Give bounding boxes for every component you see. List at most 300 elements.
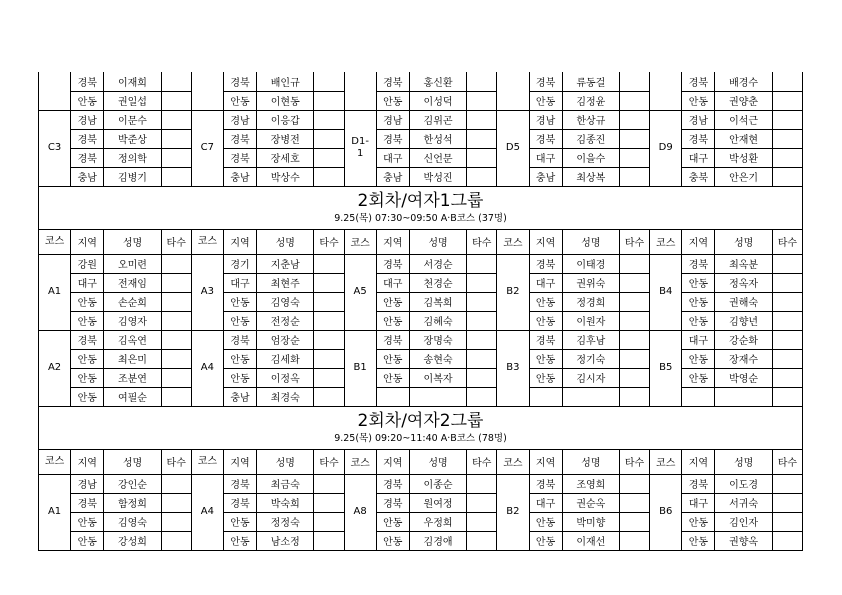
table-row xyxy=(39,110,803,129)
course-cell: B2 xyxy=(497,254,529,330)
strokes-cell xyxy=(467,531,497,550)
strokes-cell xyxy=(161,167,191,186)
strokes-cell xyxy=(161,91,191,110)
name-cell: 이문수 xyxy=(104,110,161,129)
name-cell: 최상복 xyxy=(562,167,619,186)
course-cell xyxy=(191,72,223,110)
header-region: 지역 xyxy=(529,449,562,474)
course-cell: A1 xyxy=(39,474,71,550)
region-cell: 충남 xyxy=(223,387,256,406)
region-cell: 경북 xyxy=(682,474,715,493)
strokes-cell xyxy=(161,273,191,292)
name-cell: 송현숙 xyxy=(409,349,466,368)
strokes-cell xyxy=(619,493,649,512)
table-row xyxy=(39,129,803,148)
strokes-cell xyxy=(314,493,344,512)
name-cell: 남소정 xyxy=(257,531,314,550)
region-cell: 대구 xyxy=(376,273,409,292)
section-heading xyxy=(38,407,803,450)
course-cell xyxy=(497,72,529,110)
name-cell: 최현주 xyxy=(257,273,314,292)
strokes-cell xyxy=(467,512,497,531)
course-cell xyxy=(650,72,682,110)
table-row xyxy=(39,167,803,186)
name-cell: 최경숙 xyxy=(257,387,314,406)
header-name: 성명 xyxy=(409,229,466,254)
region-cell: 안동 xyxy=(223,311,256,330)
region-cell: 안동 xyxy=(71,349,104,368)
strokes-cell xyxy=(772,273,802,292)
header-name: 성명 xyxy=(715,229,772,254)
header-course: 코스 xyxy=(191,229,223,254)
region-cell: 경북 xyxy=(71,148,104,167)
name-cell: 김정윤 xyxy=(562,91,619,110)
strokes-cell xyxy=(314,148,344,167)
region-cell: 대구 xyxy=(529,273,562,292)
strokes-cell xyxy=(619,129,649,148)
section-subtitle: 9.25(목) 09:20~11:40 A·B코스 (78명) xyxy=(334,432,507,444)
region-cell: 경남 xyxy=(223,110,256,129)
name-cell xyxy=(409,387,466,406)
name-cell: 이도경 xyxy=(715,474,772,493)
table-row xyxy=(39,349,803,368)
region-cell: 경북 xyxy=(376,330,409,349)
course-cell: B4 xyxy=(650,254,682,330)
region-cell: 경북 xyxy=(529,72,562,91)
strokes-cell xyxy=(467,254,497,273)
region-cell: 경남 xyxy=(376,110,409,129)
name-cell: 최옥분 xyxy=(715,254,772,273)
region-cell: 안동 xyxy=(529,512,562,531)
strokes-cell xyxy=(161,110,191,129)
table-row xyxy=(39,493,803,512)
region-cell: 경북 xyxy=(376,72,409,91)
name-cell: 박영순 xyxy=(715,368,772,387)
name-cell: 전정순 xyxy=(257,311,314,330)
pairing-table xyxy=(38,229,803,407)
header-region: 지역 xyxy=(682,229,715,254)
name-cell: 이석근 xyxy=(715,110,772,129)
region-cell: 경기 xyxy=(223,254,256,273)
name-cell: 손순희 xyxy=(104,292,161,311)
region-cell: 경북 xyxy=(71,72,104,91)
header-name: 성명 xyxy=(257,449,314,474)
name-cell: 신언문 xyxy=(409,148,466,167)
strokes-cell xyxy=(619,531,649,550)
name-cell: 김병기 xyxy=(104,167,161,186)
header-strokes: 타수 xyxy=(161,449,191,474)
name-cell: 권위숙 xyxy=(562,273,619,292)
strokes-cell xyxy=(467,129,497,148)
name-cell: 박숙희 xyxy=(257,493,314,512)
name-cell: 장재수 xyxy=(715,349,772,368)
region-cell: 안동 xyxy=(529,292,562,311)
name-cell: 최금숙 xyxy=(257,474,314,493)
strokes-cell xyxy=(161,311,191,330)
name-cell: 김후남 xyxy=(562,330,619,349)
name-cell: 박미향 xyxy=(562,512,619,531)
strokes-cell xyxy=(772,254,802,273)
strokes-cell xyxy=(772,349,802,368)
region-cell: 안동 xyxy=(71,512,104,531)
region-cell: 충북 xyxy=(682,167,715,186)
region-cell: 경북 xyxy=(223,72,256,91)
course-cell: A1 xyxy=(39,254,71,330)
name-cell: 권해숙 xyxy=(715,292,772,311)
table-row xyxy=(39,72,803,91)
header-course: 코스 xyxy=(39,229,71,254)
strokes-cell xyxy=(619,167,649,186)
strokes-cell xyxy=(314,91,344,110)
region-cell: 경북 xyxy=(682,254,715,273)
strokes-cell xyxy=(619,474,649,493)
region-cell: 안동 xyxy=(682,512,715,531)
name-cell: 함정희 xyxy=(104,493,161,512)
region-cell: 안동 xyxy=(682,91,715,110)
region-cell: 안동 xyxy=(682,531,715,550)
course-cell: B1 xyxy=(344,330,376,406)
header-strokes: 타수 xyxy=(619,229,649,254)
strokes-cell xyxy=(772,110,802,129)
region-cell: 안동 xyxy=(682,292,715,311)
course-cell: B6 xyxy=(650,474,682,550)
region-cell: 경북 xyxy=(529,254,562,273)
name-cell: 류동걸 xyxy=(562,72,619,91)
name-cell: 권일섭 xyxy=(104,91,161,110)
header-strokes: 타수 xyxy=(314,229,344,254)
name-cell xyxy=(562,387,619,406)
name-cell: 조분연 xyxy=(104,368,161,387)
header-strokes: 타수 xyxy=(467,229,497,254)
strokes-cell xyxy=(467,72,497,91)
header-course: 코스 xyxy=(191,449,223,474)
strokes-cell xyxy=(161,512,191,531)
strokes-cell xyxy=(161,254,191,273)
name-cell: 박상수 xyxy=(257,167,314,186)
region-cell: 안동 xyxy=(376,368,409,387)
name-cell: 장세호 xyxy=(257,148,314,167)
name-cell: 정경희 xyxy=(562,292,619,311)
strokes-cell xyxy=(161,531,191,550)
name-cell: 김인자 xyxy=(715,512,772,531)
name-cell: 권양춘 xyxy=(715,91,772,110)
region-cell xyxy=(529,387,562,406)
region-cell: 안동 xyxy=(529,368,562,387)
strokes-cell xyxy=(161,72,191,91)
region-cell: 안동 xyxy=(71,292,104,311)
strokes-cell xyxy=(772,330,802,349)
course-cell xyxy=(39,72,71,110)
name-cell: 이응갑 xyxy=(257,110,314,129)
table-row xyxy=(39,91,803,110)
strokes-cell xyxy=(161,292,191,311)
region-cell: 안동 xyxy=(682,273,715,292)
name-cell: 김향년 xyxy=(715,311,772,330)
name-cell: 여필순 xyxy=(104,387,161,406)
strokes-cell xyxy=(314,368,344,387)
region-cell: 경북 xyxy=(71,330,104,349)
header-strokes: 타수 xyxy=(619,449,649,474)
pairing-table xyxy=(38,449,803,551)
strokes-cell xyxy=(161,387,191,406)
name-cell: 정정숙 xyxy=(257,512,314,531)
region-cell: 강원 xyxy=(71,254,104,273)
name-cell: 박성진 xyxy=(409,167,466,186)
strokes-cell xyxy=(161,330,191,349)
region-cell: 충남 xyxy=(376,167,409,186)
name-cell: 배인규 xyxy=(257,72,314,91)
name-cell: 정옥자 xyxy=(715,273,772,292)
strokes-cell xyxy=(314,129,344,148)
section-heading xyxy=(38,187,803,230)
course-cell: A8 xyxy=(344,474,376,550)
header-strokes: 타수 xyxy=(467,449,497,474)
strokes-cell xyxy=(772,91,802,110)
region-cell: 경남 xyxy=(71,474,104,493)
table-row xyxy=(39,148,803,167)
strokes-cell xyxy=(161,368,191,387)
region-cell: 안동 xyxy=(223,91,256,110)
name-cell: 김영자 xyxy=(104,311,161,330)
region-cell: 경남 xyxy=(71,110,104,129)
name-cell xyxy=(715,387,772,406)
course-cell xyxy=(344,72,376,110)
strokes-cell xyxy=(314,512,344,531)
strokes-cell xyxy=(619,349,649,368)
region-cell: 경북 xyxy=(529,330,562,349)
strokes-cell xyxy=(467,311,497,330)
strokes-cell xyxy=(619,387,649,406)
name-cell: 정의학 xyxy=(104,148,161,167)
region-cell: 경북 xyxy=(376,493,409,512)
strokes-cell xyxy=(467,167,497,186)
pairing-document xyxy=(38,72,803,551)
region-cell: 안동 xyxy=(682,349,715,368)
name-cell: 안은기 xyxy=(715,167,772,186)
region-cell: 안동 xyxy=(376,292,409,311)
name-cell: 전재임 xyxy=(104,273,161,292)
name-cell: 김영숙 xyxy=(257,292,314,311)
header-row xyxy=(39,229,803,254)
table-row xyxy=(39,254,803,273)
name-cell: 이복자 xyxy=(409,368,466,387)
name-cell: 우정희 xyxy=(409,512,466,531)
strokes-cell xyxy=(314,254,344,273)
name-cell: 이을수 xyxy=(562,148,619,167)
name-cell: 강순화 xyxy=(715,330,772,349)
name-cell: 지춘남 xyxy=(257,254,314,273)
name-cell: 배경수 xyxy=(715,72,772,91)
strokes-cell xyxy=(161,129,191,148)
region-cell: 대구 xyxy=(682,148,715,167)
table-row xyxy=(39,292,803,311)
region-cell: 경북 xyxy=(376,474,409,493)
strokes-cell xyxy=(772,493,802,512)
region-cell: 안동 xyxy=(223,512,256,531)
region-cell: 경남 xyxy=(682,110,715,129)
header-name: 성명 xyxy=(715,449,772,474)
header-name: 성명 xyxy=(562,229,619,254)
strokes-cell xyxy=(772,368,802,387)
header-region: 지역 xyxy=(71,229,104,254)
region-cell: 경북 xyxy=(223,493,256,512)
header-name: 성명 xyxy=(562,449,619,474)
region-cell: 경북 xyxy=(529,474,562,493)
name-cell: 서경순 xyxy=(409,254,466,273)
strokes-cell xyxy=(619,91,649,110)
strokes-cell xyxy=(314,349,344,368)
course-cell: A2 xyxy=(39,330,71,406)
region-cell: 경북 xyxy=(223,129,256,148)
course-cell: B3 xyxy=(497,330,529,406)
region-cell: 안동 xyxy=(682,368,715,387)
region-cell: 대구 xyxy=(682,493,715,512)
name-cell: 권순옥 xyxy=(562,493,619,512)
region-cell: 안동 xyxy=(71,311,104,330)
header-course: 코스 xyxy=(650,449,682,474)
strokes-cell xyxy=(314,311,344,330)
name-cell: 이종순 xyxy=(409,474,466,493)
strokes-cell xyxy=(772,148,802,167)
table-row xyxy=(39,330,803,349)
region-cell: 충남 xyxy=(529,167,562,186)
strokes-cell xyxy=(314,110,344,129)
course-cell: D1-1 xyxy=(344,110,376,186)
region-cell: 안동 xyxy=(529,349,562,368)
course-cell: A4 xyxy=(191,330,223,406)
header-strokes: 타수 xyxy=(161,229,191,254)
strokes-cell xyxy=(467,91,497,110)
strokes-cell xyxy=(314,292,344,311)
table-row xyxy=(39,512,803,531)
strokes-cell xyxy=(467,110,497,129)
region-cell xyxy=(376,387,409,406)
region-cell: 경북 xyxy=(529,129,562,148)
name-cell: 장병전 xyxy=(257,129,314,148)
name-cell: 강인순 xyxy=(104,474,161,493)
strokes-cell xyxy=(619,273,649,292)
region-cell: 안동 xyxy=(529,531,562,550)
strokes-cell xyxy=(772,474,802,493)
course-cell: A5 xyxy=(344,254,376,330)
strokes-cell xyxy=(619,148,649,167)
strokes-cell xyxy=(619,368,649,387)
region-cell: 경북 xyxy=(71,129,104,148)
region-cell: 경남 xyxy=(529,110,562,129)
name-cell: 이재희 xyxy=(104,72,161,91)
course-cell: A3 xyxy=(191,254,223,330)
name-cell: 장명숙 xyxy=(409,330,466,349)
name-cell: 한상규 xyxy=(562,110,619,129)
region-cell: 대구 xyxy=(682,330,715,349)
header-course: 코스 xyxy=(344,229,376,254)
strokes-cell xyxy=(314,387,344,406)
name-cell: 권향옥 xyxy=(715,531,772,550)
region-cell: 안동 xyxy=(223,368,256,387)
header-region: 지역 xyxy=(223,229,256,254)
strokes-cell xyxy=(467,349,497,368)
name-cell: 홍신환 xyxy=(409,72,466,91)
header-name: 성명 xyxy=(104,229,161,254)
region-cell: 경북 xyxy=(682,129,715,148)
name-cell: 조영희 xyxy=(562,474,619,493)
strokes-cell xyxy=(772,167,802,186)
course-cell: C7 xyxy=(191,110,223,186)
strokes-cell xyxy=(772,311,802,330)
strokes-cell xyxy=(619,292,649,311)
name-cell: 이정옥 xyxy=(257,368,314,387)
region-cell: 안동 xyxy=(529,311,562,330)
name-cell: 천경순 xyxy=(409,273,466,292)
header-region: 지역 xyxy=(682,449,715,474)
region-cell: 안동 xyxy=(71,91,104,110)
region-cell: 경북 xyxy=(682,72,715,91)
region-cell: 대구 xyxy=(529,493,562,512)
strokes-cell xyxy=(161,148,191,167)
name-cell: 한성석 xyxy=(409,129,466,148)
region-cell: 안동 xyxy=(223,531,256,550)
name-cell: 원여정 xyxy=(409,493,466,512)
region-cell: 충남 xyxy=(71,167,104,186)
strokes-cell xyxy=(467,148,497,167)
course-cell: B5 xyxy=(650,330,682,406)
table-row xyxy=(39,311,803,330)
name-cell: 정기숙 xyxy=(562,349,619,368)
header-name: 성명 xyxy=(409,449,466,474)
region-cell: 대구 xyxy=(529,148,562,167)
table-row xyxy=(39,387,803,406)
strokes-cell xyxy=(772,72,802,91)
section-title: 2회차/여자1그룹 xyxy=(357,190,484,211)
name-cell: 김세화 xyxy=(257,349,314,368)
table-row xyxy=(39,531,803,550)
header-course: 코스 xyxy=(497,229,529,254)
region-cell: 안동 xyxy=(71,368,104,387)
header-name: 성명 xyxy=(257,229,314,254)
strokes-cell xyxy=(467,330,497,349)
strokes-cell xyxy=(619,330,649,349)
strokes-cell xyxy=(314,167,344,186)
strokes-cell xyxy=(619,254,649,273)
region-cell: 안동 xyxy=(223,349,256,368)
strokes-cell xyxy=(314,72,344,91)
strokes-cell xyxy=(619,311,649,330)
strokes-cell xyxy=(467,387,497,406)
region-cell: 대구 xyxy=(71,273,104,292)
header-region: 지역 xyxy=(71,449,104,474)
region-cell: 안동 xyxy=(376,531,409,550)
header-region: 지역 xyxy=(376,449,409,474)
name-cell: 이현동 xyxy=(257,91,314,110)
header-strokes: 타수 xyxy=(772,449,802,474)
header-course: 코스 xyxy=(344,449,376,474)
region-cell: 대구 xyxy=(376,148,409,167)
region-cell: 경북 xyxy=(71,493,104,512)
strokes-cell xyxy=(467,474,497,493)
region-cell: 경북 xyxy=(376,254,409,273)
region-cell: 경북 xyxy=(223,148,256,167)
header-course: 코스 xyxy=(39,449,71,474)
region-cell: 안동 xyxy=(71,387,104,406)
header-row xyxy=(39,449,803,474)
name-cell: 김옥연 xyxy=(104,330,161,349)
region-cell: 안동 xyxy=(376,349,409,368)
region-cell: 안동 xyxy=(71,531,104,550)
region-cell: 안동 xyxy=(682,311,715,330)
name-cell: 이재선 xyxy=(562,531,619,550)
table-row xyxy=(39,273,803,292)
region-cell: 안동 xyxy=(223,292,256,311)
